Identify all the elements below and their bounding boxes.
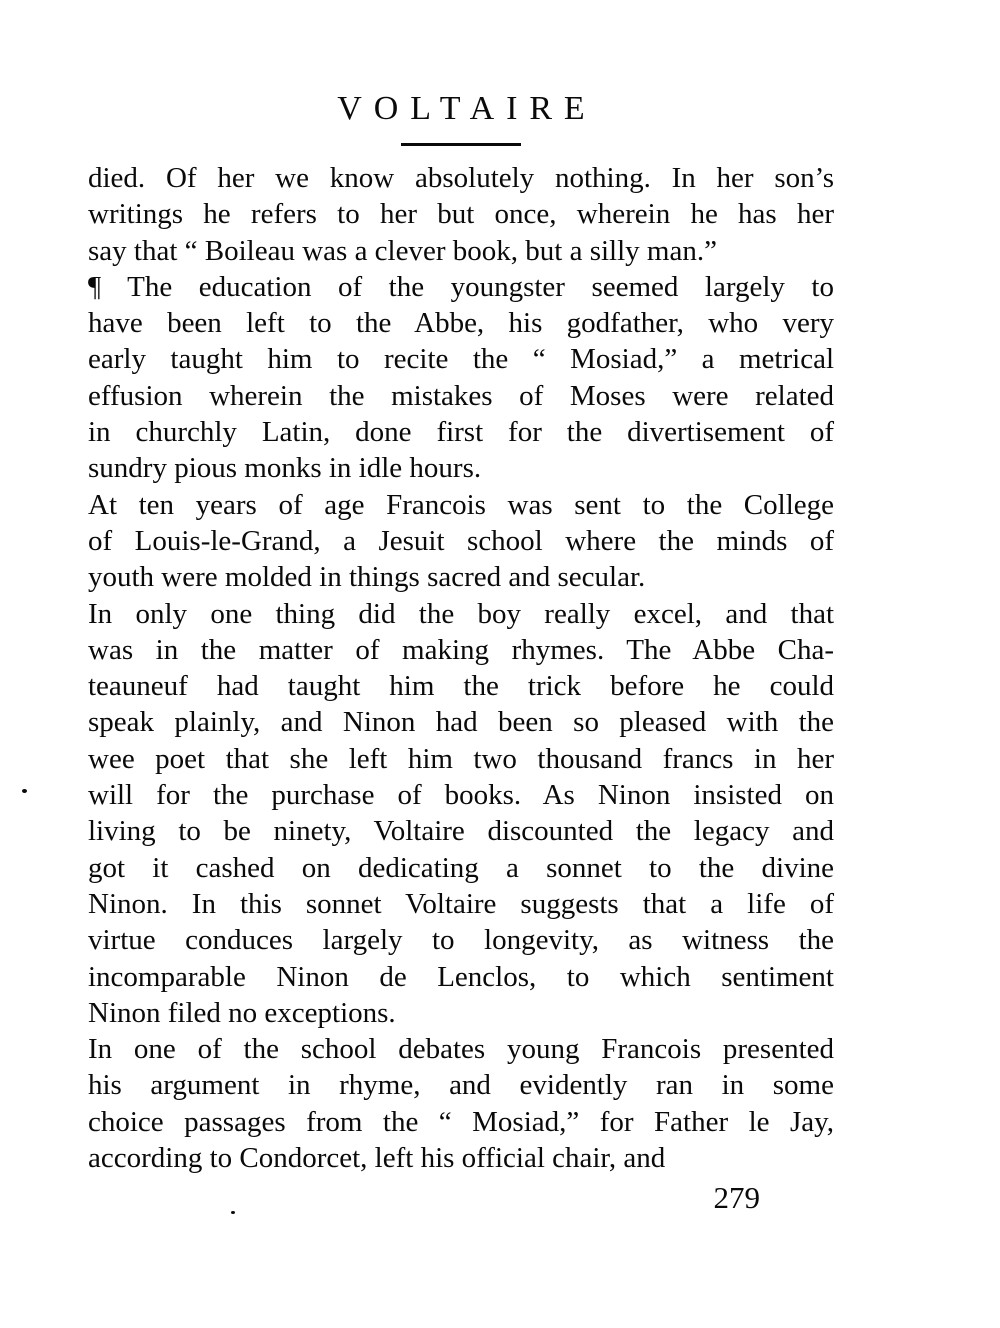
text-line: Ninon. In this sonnet Voltaire suggests that a life of: [88, 887, 834, 920]
page-number: 279: [713, 1180, 760, 1216]
text-line: of Louis-le-Grand, a Jesuit school where the minds of: [88, 524, 834, 557]
text-line: living to be ninety, Voltaire discounted the legacy and: [88, 815, 834, 848]
text-line: writings he refers to her but once, wherein he has her: [88, 198, 834, 231]
text-line: incomparable Ninon de Lenclos, to which sentiment: [88, 960, 834, 993]
text-line: In only one thing did the boy really excel, and that: [88, 597, 834, 630]
scan-speck: [22, 789, 27, 793]
text-line: wee poet that she left him two thousand francs in her: [88, 742, 834, 775]
text-line: died. Of her we know absolutely nothing. In her son’s: [88, 162, 834, 194]
text-line: choice passages from the “ Mosiad,” for Father le Jay,: [88, 1105, 834, 1138]
text-line: Ninon filed no exceptions.: [88, 996, 396, 1029]
text-line: was in the matter of making rhymes. The Abbe Cha-: [88, 633, 834, 666]
title-rule: [401, 143, 521, 146]
text-line: according to Condorcet, left his official chair, and: [88, 1142, 666, 1175]
text-line: early taught him to recite the “ Mosiad,” a metrical: [88, 343, 834, 376]
scan-speck: [231, 1211, 235, 1214]
text-line: youth were molded in things sacred and secular.: [88, 561, 646, 594]
text-line: effusion wherein the mistakes of Moses were related: [88, 379, 834, 412]
text-line: have been left to the Abbe, his godfather, who very: [88, 307, 834, 340]
text-line: got it cashed on dedicating a sonnet to the divine: [88, 851, 834, 884]
text-line: In one of the school debates young Francois presented: [88, 1033, 834, 1066]
text-line: speak plainly, and Ninon had been so pleased with the: [88, 706, 834, 739]
text-line: ¶ The education of the youngster seemed largely to: [88, 270, 834, 303]
page-title: VOLTAIRE: [337, 90, 597, 127]
text-line: in churchly Latin, done first for the divertisement of: [88, 416, 834, 449]
text-line: say that “ Boileau was a clever book, but a silly man.”: [88, 234, 717, 267]
text-line: his argument in rhyme, and evidently ran in some: [88, 1069, 834, 1102]
text-line: sundry pious monks in idle hours.: [88, 452, 482, 485]
text-column: [88, 0, 834, 1216]
text-line: At ten years of age Francois was sent to the College: [88, 488, 834, 521]
text-block: [88, 160, 834, 1176]
text-line: will for the purchase of books. As Ninon insisted on: [88, 779, 834, 812]
text-line: virtue conduces largely to longevity, as witness the: [88, 924, 834, 957]
text-line: teauneuf had taught him the trick before he could: [88, 670, 834, 703]
